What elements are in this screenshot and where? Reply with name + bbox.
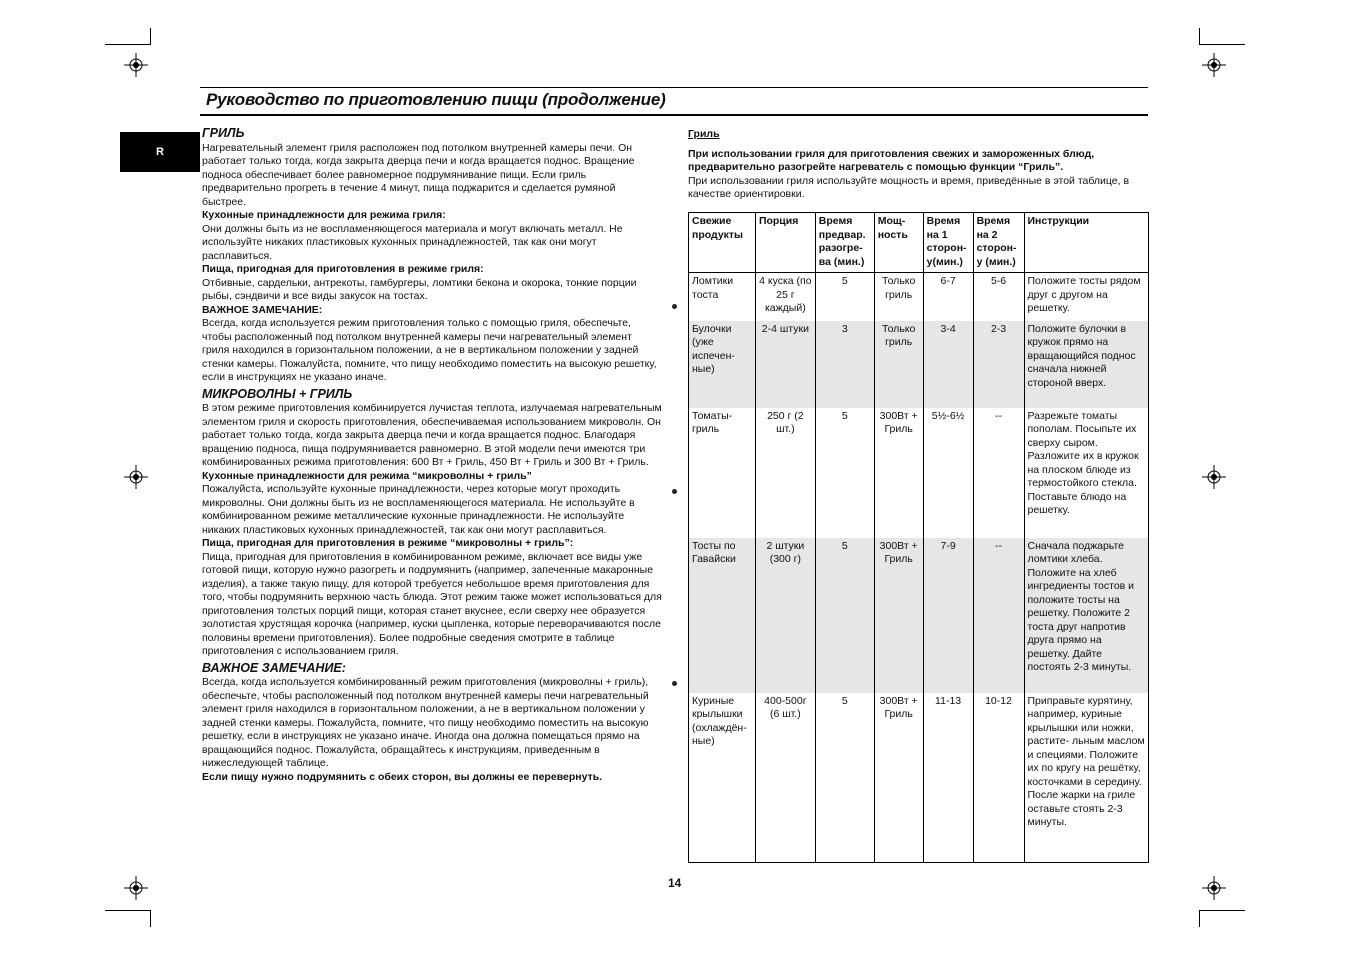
- table-cell: Только гриль: [874, 321, 923, 408]
- table-cell: 5: [815, 693, 874, 863]
- table-cell: 5½-6½: [923, 408, 973, 538]
- left-column: [202, 126, 662, 784]
- table-cell: 2-4 штуки: [755, 321, 815, 408]
- crop-mark: [1199, 28, 1200, 45]
- table-cell: 300Вт + Гриль: [874, 693, 923, 863]
- table-cell: 300Вт + Гриль: [874, 408, 923, 538]
- registration-mark-icon: [124, 876, 148, 900]
- combo-accessories-text: Пожалуйста, используйте кухонные принадлежности, через которые могут проходить микроволны. Они должны быть из не воспламеняющегося материала. Не используйте в комбинированном режиме металлические кухонные принадлежности. Не используйте никаких пластиковых кухонных принадлежностей, так как они могут расплавиться.: [202, 483, 635, 536]
- table-cell: 5: [815, 408, 874, 538]
- table-cell: --: [973, 538, 1024, 693]
- crop-mark: [1199, 44, 1245, 45]
- table-cell: --: [973, 408, 1024, 538]
- crop-mark: [1199, 910, 1200, 927]
- table-header-cell: Мощ- ность: [874, 213, 923, 273]
- table-header-cell: Время на 1 сторон- у(мин.): [923, 213, 973, 273]
- combo-accessories-heading: Кухонные принадлежности для режима “микроволны + гриль”: [202, 469, 532, 482]
- table-cell: Положите булочки в кружок прямо на вращающийся поднос сначала нижней стороной вверх.: [1024, 321, 1149, 408]
- grill-heading: ГРИЛЬ: [202, 126, 245, 140]
- table-cell: Томаты- гриль: [689, 408, 756, 538]
- table-row: [689, 408, 1149, 538]
- table-cell: Только гриль: [874, 273, 923, 321]
- combo-heading: МИКРОВОЛНЫ + ГРИЛЬ: [202, 386, 353, 401]
- grill-food-text: Отбивные, сардельки, антрекоты, гамбургеры, ломтики бекона и окорока, тонкие порции рыбы, сэндвичи и все виды закусок на тостах.: [202, 276, 637, 302]
- table-cell: 2 штуки (300 г): [755, 538, 815, 693]
- registration-mark-icon: [124, 465, 148, 489]
- table-header-row: [689, 213, 1149, 273]
- margin-dot: [672, 304, 677, 309]
- crop-mark: [1199, 910, 1245, 911]
- crop-mark: [105, 910, 151, 911]
- header-rule-bottom: [200, 114, 1148, 116]
- table-cell: 5: [815, 273, 874, 321]
- table-row: [689, 538, 1149, 693]
- table-cell: Ломтики тоста: [689, 273, 756, 321]
- combo-note-bold: Если пищу нужно подрумянить с обеих сторон, вы должны ее перевернуть.: [202, 770, 603, 783]
- table-cell: Тосты по Гавайски: [689, 538, 756, 693]
- table-cell: Положите тосты рядом друг с другом на решетку.: [1024, 273, 1149, 321]
- grill-intro: Нагревательный элемент гриля расположен под потолком внутренней камеры печи. Он работает только тогда, когда закрыта дверца печи и когда вращается поднос. Вращение подноса обеспечивает более равномерное подрумянивание пищи. Если гриль предварительно прогреть в течение 4 минут, пища поджарится и сделается румяной быстрее.: [202, 141, 635, 208]
- table-cell: Булочки (уже испечен- ные): [689, 321, 756, 408]
- margin-dot: [672, 681, 677, 686]
- margin-dot: [672, 489, 677, 494]
- grill-accessories-text: Они должны быть из не воспламеняющегося материала и могут включать металл. Не используйте никаких пластиковых кухонных принадлежностей, так как они могут расплавиться.: [202, 222, 623, 262]
- table-cell: 2-3: [973, 321, 1024, 408]
- page-title: Руководство по приготовлению пищи (продолжение): [206, 90, 666, 109]
- header-rule-top: [200, 87, 1148, 88]
- table-header-cell: Время на 2 сторон- у (мин.): [973, 213, 1024, 273]
- table-cell: 11-13: [923, 693, 973, 863]
- table-cell: 3: [815, 321, 874, 408]
- table-cell: Сначала поджарьте ломтики хлеба. Положите на хлеб ингредиенты тостов и положите тосты на решетку. Положите 2 тоста друг напротив друга прямо на решетку. Дайте постоять 2-3 минуты.: [1024, 538, 1149, 693]
- right-column: [688, 128, 1148, 202]
- table-cell: Куриные крылышки (охлаждён- ные): [689, 693, 756, 863]
- grill-note-heading: ВАЖНОЕ ЗАМЕЧАНИЕ:: [202, 303, 323, 316]
- table-section-heading: Гриль: [688, 128, 720, 140]
- combo-note-heading: ВАЖНОЕ ЗАМЕЧАНИЕ:: [202, 660, 346, 675]
- table-cell: Разрежьте томаты пополам. Посыпьте их сверху сыром. Разложите их в кружок на плоском блюде из термостойкого стекла. Поставьте блюдо на решетку.: [1024, 408, 1149, 538]
- table-cell: 4 куска (по 25 г каждый): [755, 273, 815, 321]
- table-cell: 3-4: [923, 321, 973, 408]
- table-header-cell: Время предвар. разогре- ва (мин.): [815, 213, 874, 273]
- combo-food-heading: Пища, пригодная для приготовления в режиме “микроволны + гриль”:: [202, 537, 574, 549]
- table-cell: 5-6: [973, 273, 1024, 321]
- grill-note-text: Всегда, когда используется режим приготовления только с помощью гриля, обеспечьте, чтобы расположенный под потолком внутренней камеры печи нагревательный элемент гриля находился в горизонтальном положении, а не в вертикальном положении у задней стенки камеры. Пожалуйста, помните, что пищу необходимо поместить на высокую решетку, если в инструкциях не указано иначе.: [202, 317, 657, 383]
- table-header-cell: Порция: [755, 213, 815, 273]
- crop-mark: [150, 28, 151, 45]
- table-cell: 5: [815, 538, 874, 693]
- table-cell: 10-12: [973, 693, 1024, 863]
- table-row: [689, 321, 1149, 408]
- table-intro-bold: При использовании гриля для приготовления свежих и замороженных блюд, предварительно разогрейте нагреватель с помощью функции “Гриль”.: [688, 147, 1095, 173]
- table-row: [689, 693, 1149, 863]
- table-header-cell: Свежие продукты: [689, 213, 756, 273]
- registration-mark-icon: [1202, 53, 1226, 77]
- table-cell: 250 г (2 шт.): [755, 408, 815, 538]
- registration-mark-icon: [1202, 465, 1226, 489]
- table-row: [689, 273, 1149, 321]
- table-header-cell: Инструкции: [1024, 213, 1149, 273]
- table-cell: 7-9: [923, 538, 973, 693]
- grill-accessories-heading: Кухонные принадлежности для режима гриля:: [202, 209, 446, 221]
- combo-note-text: Всегда, когда используется комбинированный режим приготовления (микроволны + гриль), обеспечьте, чтобы расположенный под потолком внутренней камеры печи нагревательный элемент гриля находился в горизонтальном положении, а не в вертикальном положении у задней стенки камеры. Пожалуйста, помните, что пищу необходимо поместить на высокую решетку, если в инструкциях не указано иначе. Иногда она должна помещаться прямо на вращающийся поднос. Пожалуйста, обращайтесь к инструкциям, приведенным в нижеследующей таблице.: [202, 676, 649, 769]
- registration-mark-icon: [1202, 876, 1226, 900]
- table-intro-text: При использовании гриля используйте мощность и время, приведённые в этой таблице, в качестве ориентировки.: [688, 174, 1130, 200]
- combo-food-text: Пища, пригодная для приготовления в комбинированном режиме, включает все виды уже готовой пищи, которую нужно разогреть и подрумянить (например, запеченные макаронные изделия), а также такую пищу, для которой требуется небольшое время приготовления для того, чтобы подрумянить верхнюю часть блюда. Этот режим также может использоваться для приготовления толстых порций пищи, которая станет вкуснее, если сверху нее образуется золотистая хрустящая корочка (например, куски цыпленка, которые переворачиваются после половины времени приготовления). Более подробные сведения смотрите в таблице приготовления с использованием гриля.: [202, 550, 662, 657]
- combo-intro: В этом режиме приготовления комбинируется лучистая теплота, излучаемая нагревательным элементом гриля и скорость приготовления, обеспечиваемая использованием микроволн. Он работает только тогда, когда закрыта дверца печи и когда вращается поднос. Благодаря вращению подноса, пища подрумянивается равномерно. В этой модели печи имеются три комбинированных режима приготовления: 600 Вт + Гриль, 450 Вт + Гриль и 300 Вт + Гриль.: [202, 402, 662, 468]
- table-cell: 400-500г (6 шт.): [755, 693, 815, 863]
- registration-mark-icon: [124, 53, 148, 77]
- table-cell: 300Вт + Гриль: [874, 538, 923, 693]
- table-cell: Приправьте курятину, например, куриные крылышки или ножки, растите- льным маслом и специями. Положите их по кругу на решётку, косточками в середину. После жарки на гриле оставьте стоять 2-3 минуты.: [1024, 693, 1149, 863]
- page-number: 14: [668, 876, 682, 890]
- language-tab: R: [120, 132, 200, 172]
- grill-food-heading: Пища, пригодная для приготовления в режиме гриля:: [202, 263, 484, 275]
- crop-mark: [105, 44, 151, 45]
- table-cell: 6-7: [923, 273, 973, 321]
- crop-mark: [150, 910, 151, 927]
- grill-table: [688, 212, 1149, 863]
